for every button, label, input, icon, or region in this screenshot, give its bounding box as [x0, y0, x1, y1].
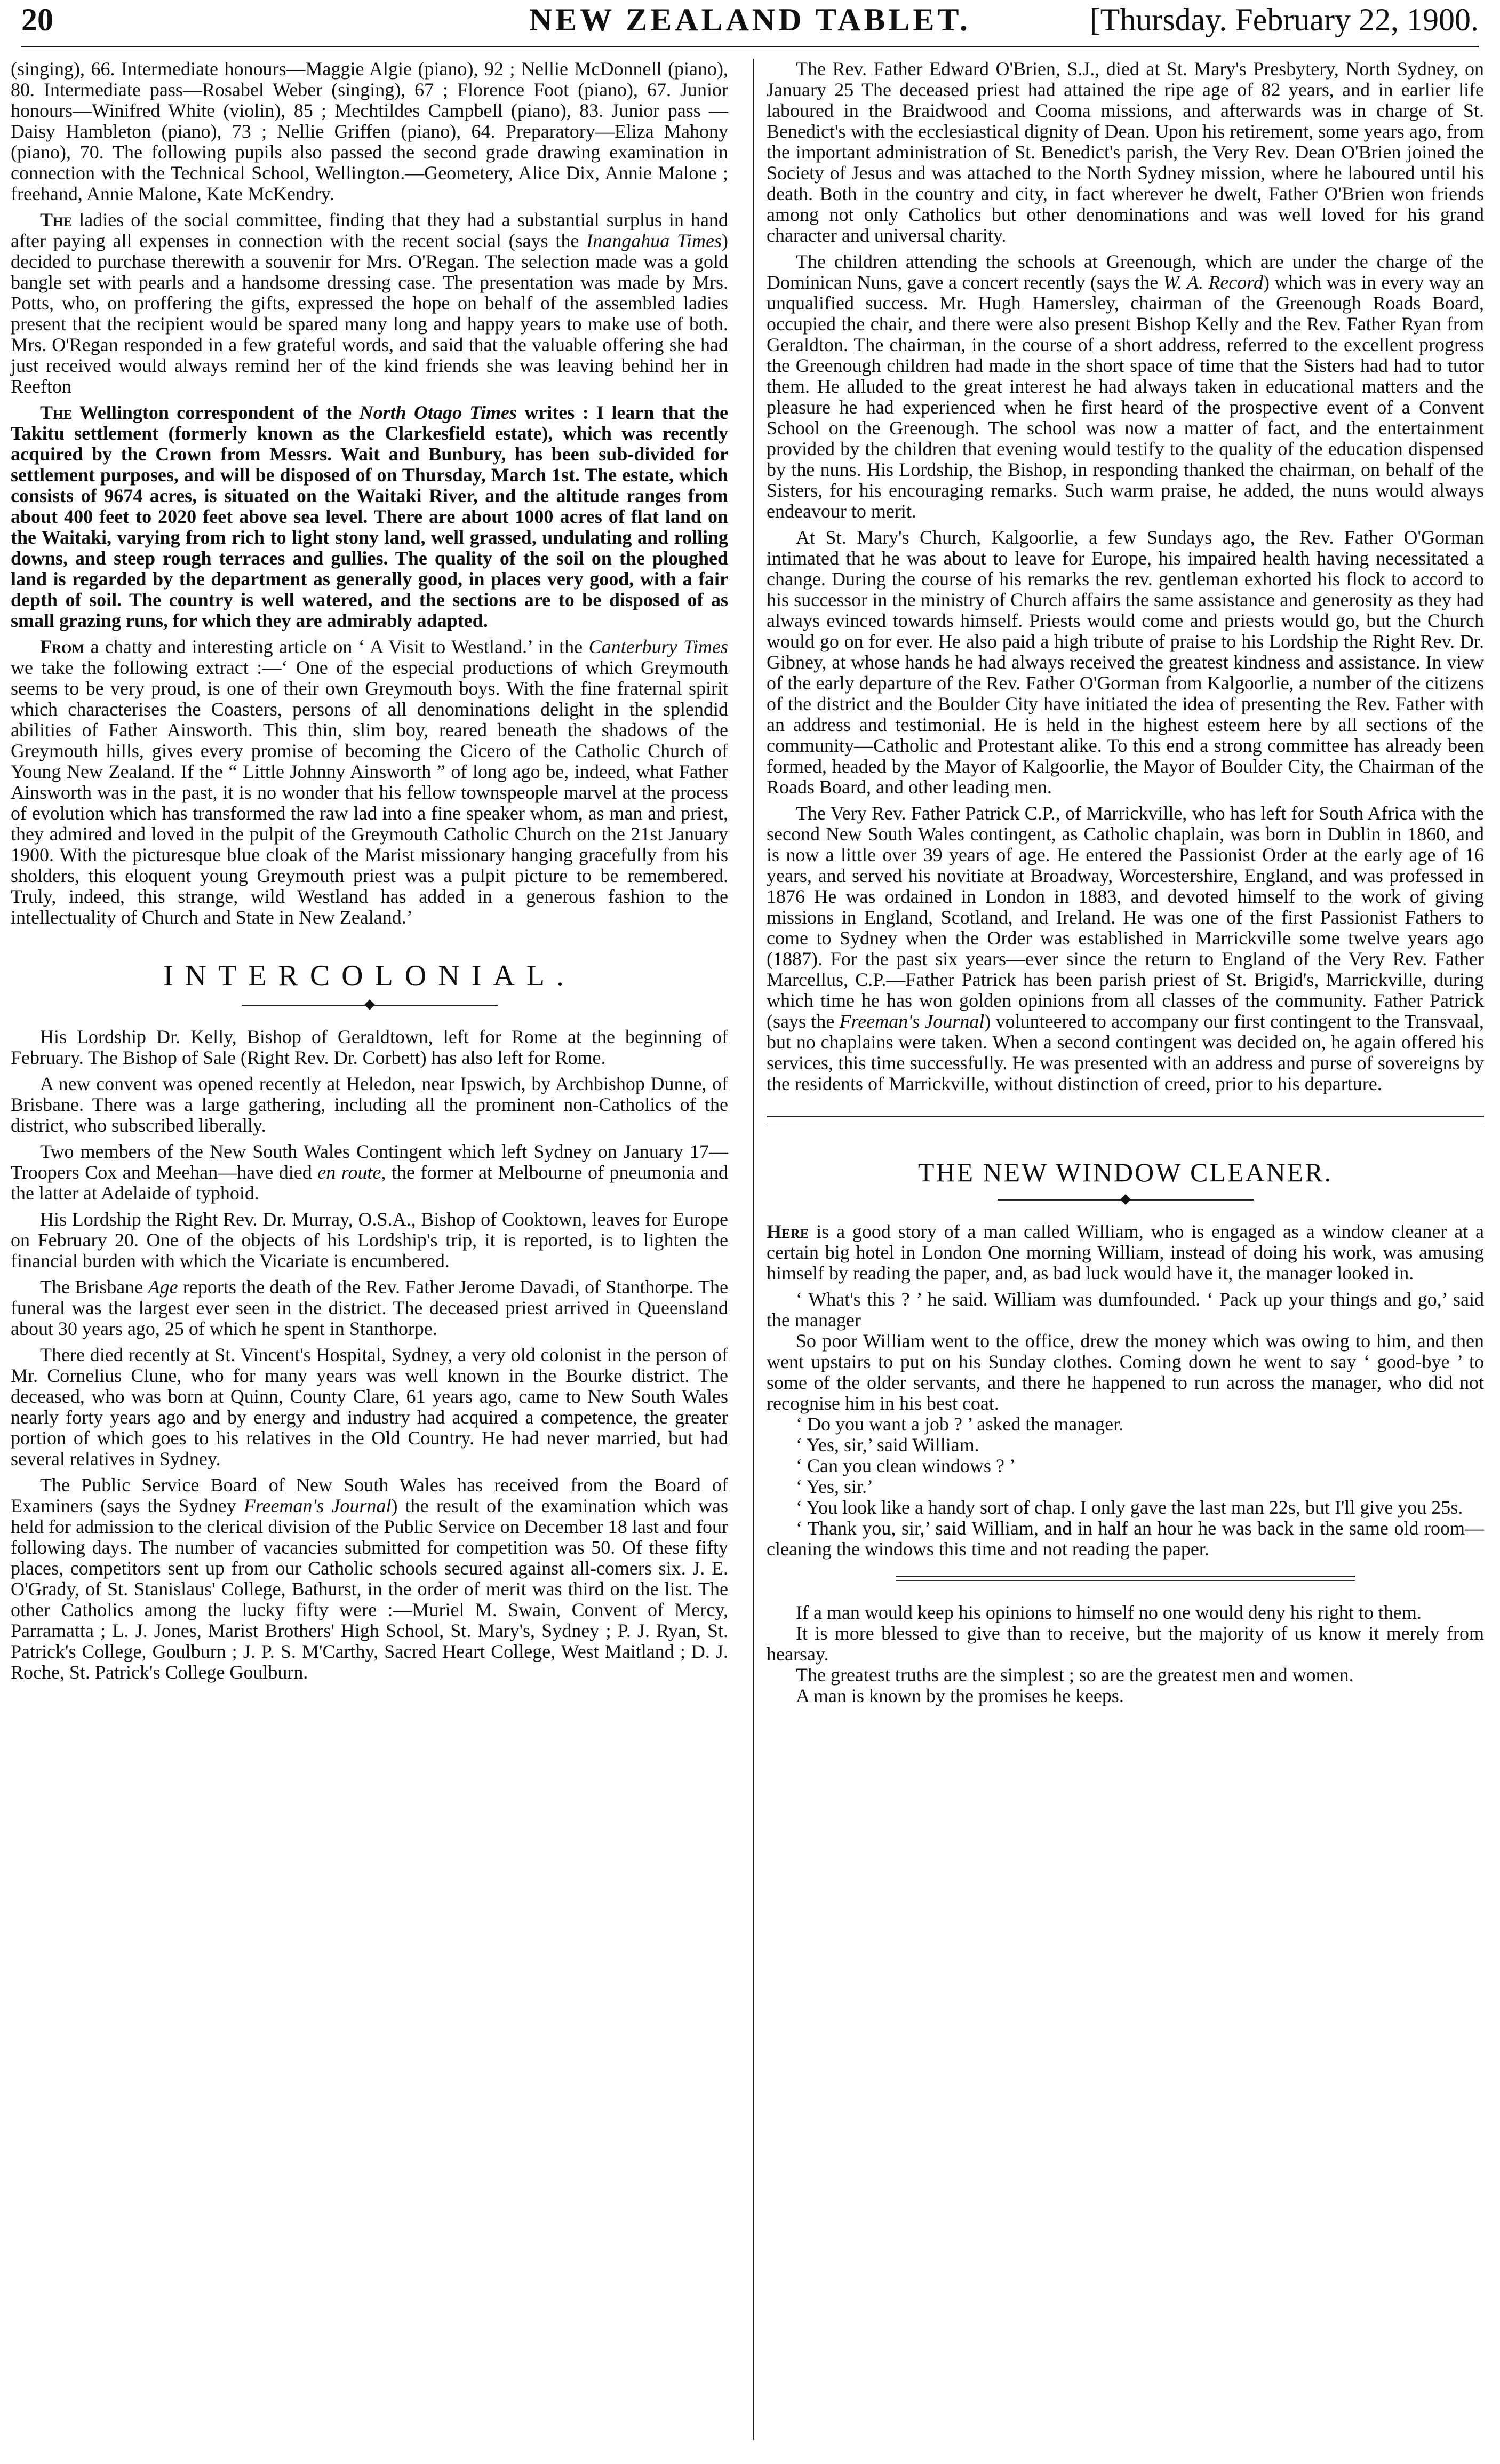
masthead-rule — [21, 46, 1479, 47]
story-paragraph: So poor William went to the office, drew the money which was owing to him, and then went upstairs to put on his Sunday clothes. Coming down he went to say ‘ good-bye ’ to some of the older servants, and there he happened to run across the manager, who did not recognise him in his best coat. — [767, 1330, 1484, 1414]
intercolonial-item: His Lordship Dr. Kelly, Bishop of Geraldtown, left for Rome at the beginning of February. The Bishop of Sale (Right Rev. Dr. Corbett) has also left for Rome. — [11, 1026, 728, 1068]
maxim: A man is known by the promises he keeps. — [796, 1685, 1124, 1706]
intercolonial-item: Two members of the New South Wales Contingent which left Sydney on January 17—Troopers Cox and Meehan—have died en route, the former at Melbourne of pneumonia and the latter at Adelaide of typhoid. — [11, 1141, 728, 1204]
intercolonial-item: A new convent was opened recently at Heledon, near Ipswich, by Archbishop Dunne, of Brisbane. There was a large gathering, including all the prominent non-Catholics of the district, who subscribed liberally. — [11, 1073, 728, 1136]
intercolonial-item: The Public Service Board of New South Wales has received from the Board of Examiners (says the Sydney Freeman's Journal) the result of the examination which was held for admission to the clerical division of the Public Service on December 18 last and four following days. The number of vacancies submitted for competition was 50. Of these fifty places, competitors sent up from our Catholic schools secured against all-comers six. J. E. O'Grady, of St. Stanislaus' College, Bathurst, in the order of merit was third on the list. The other Catholics among the lucky fifty were :—Muriel M. Swain, Convent of Mercy, Parramatta ; L. J. Jones, Marist Brothers' High School, St. Mary's, Sydney ; P. J. Ryan, St. Patrick's College, Goulburn ; J. P. S. M'Carthy, Sacred Heart College, West Maitland ; D. J. Roche, St. Patrick's College Goulburn. — [11, 1474, 728, 1683]
right-column — [767, 59, 1484, 1706]
page-number: 20 — [21, 2, 53, 37]
story-dialogue: ‘ Thank you, sir,’ said William, and in half an hour he was back in the same old room—cleaning the windows this time and not reading the paper. — [767, 1517, 1484, 1560]
newspaper-title: NEW ZEALAND TABLET. — [529, 2, 971, 37]
westland-article-paragraph: From a chatty and interesting article on ‘ A Visit to Westland.’ in the Canterbury Times we take the following extract :—‘ One of the especial productions of which Greymouth seems to be very proud, is one of their own Greymouth boys. With the fine fraternal spirit which characterises the Coasters, persons of all denominations delight in the splendid abilities of Father Ainsworth. This thin, slim boy, reared beneath the shadows of the Greymouth hills, gives every promise of becoming the Cicero of the Catholic Church of Young New Zealand. If the “ Little Johnny Ainsworth ” of long ago be, indeed, what Father Ainsworth was in the past, it is no wonder that his fellow townspeople marvel at the process of evolution which has transformed the raw lad into a fine speaker whom, as man and priest, they admired and loved in the pulpit of the Greymouth Catholic Church on the 21st January 1900. With the picturesque blue cloak of the Marist missionary hanging gracefully from his sholders, this eloquent young Greymouth priest was a pulpit picture to be remembered. Truly, indeed, this strange, wild Westland has added in a generous fashion to the intellectuality of Church and State in New Zealand.’ — [11, 636, 729, 928]
issue-date: [Thursday. February 22, 1900. — [1089, 2, 1479, 37]
story-dialogue: ‘ Yes, sir.’ — [796, 1476, 874, 1497]
father-patrick-paragraph: The Very Rev. Father Patrick C.P., of Marrickville, who has left for South Africa with the second New South Wales contingent, as Catholic chaplain, was born in Dublin in 1860, and is now a little over 39 years of age. He entered the Passionist Order at the early age of 16 years, and served his novitiate at Broadway, Worcestershire, England, and was professed in 1876 He was ordained in London in 1883, and devoted himself to the work of giving missions in England, Scotland, and Ireland. He was one of the first Passionist Fathers to come to Sydney when the Order was established in Marrickville some twelve years ago (1887). For the past six years—ever since the return to England of the Very Rev. Father Marcellus, C.P.—Father Patrick has been parish priest of St. Brigid's, Marrickville, during which time he has won golden opinions from all classes of the community. Father Patrick (says the Freeman's Journal) volunteered to accompany our first contingent to the Transvaal, but no chaplains were taken. When a second contingent was decided on, he again offered his services, this time successfully. He was presented with an address and purse of sovereigns by the residents of Marrickville, without distinction of creed, prior to his departure. — [767, 802, 1484, 1094]
separator-rule — [896, 1576, 1355, 1581]
obituary-paragraph: The Rev. Father Edward O'Brien, S.J., died at St. Mary's Presbytery, North Sydney, on January 25 The deceased priest had attained the ripe age of 82 years, and in earlier life laboured in the Braidwood and Cooma missions, and afterwards was in charge of St. Benedict's with the ecclesiastical dignity of Dean. Upon his retirement, some years ago, from the important administration of St. Benedict's parish, the Very Rev. Dean O'Brien joined the Society of Jesus and was attached to the North Sydney mission, where he laboured until his death. Both in the country and city, in fact wherever he dwelt, Father O'Brien won friends among not only Catholics but other denominations and was well loved for his grand character and universal charity. — [767, 58, 1484, 246]
section-rule — [767, 1116, 1484, 1123]
greenough-concert-paragraph: The children attending the schools at Greenough, which are under the charge of the Dominican Nuns, gave a concert recently (says the W. A. Record) which was in every way an unqualified success. Mr. Hugh Hamersley, chairman of the Greenough Roads Board, occupied the chair, and there were also present Bishop Kelly and the Rev. Father Ryan from Geraldton. The chairman, in the course of a short address, referred to the excellent progress the Greenough children had made in the short space of time that the Sisters had had to tutor them. He alluded to the great interest he had always taken in educational matters and the pleasure he had experienced when he first heard of the prospective event of a Convent School on the Greenough. The school was now a matter of fact, and the entertainment provided by the children that evening would testify to the quality of the education dispensed by the nuns. His Lordship, the Bishop, in responding thanked the chairman, on behalf of the Sisters, for his encouraging remarks. Such warm praise, he added, the nuns would always endeavour to merit. — [767, 251, 1484, 522]
maxim: The greatest truths are the simplest ; so are the greatest men and women. — [796, 1664, 1354, 1686]
maxim: It is more blessed to give than to receive, but the majority of us know it merely from hearsay. — [767, 1623, 1484, 1665]
masthead — [21, 0, 1479, 53]
heading-ornament — [242, 1000, 498, 1011]
social-committee-paragraph: The ladies of the social committee, finding that they had a substantial surplus in hand after paying all expenses in connection with the recent social (says the Inangahua Times) decided to purchase therewith a souvenir for Mrs. O'Regan. The selection made was a gold bangle set with pearls and a handsome dressing case. The presentation was made by Mrs. Potts, who, on proffering the gifts, expressed the hope on behalf of the assembled ladies present that the recipient would be spared many long and happy years to make use of both. Mrs. O'Regan responded in a few grateful words, and said that the valuable offering she had just received would always remind her of the kind friends she was leaving behind her in Reefton — [11, 209, 729, 397]
window-cleaner-heading: THE NEW WINDOW CLEANER. — [917, 1157, 1333, 1187]
story-dialogue: ‘ Yes, sir,’ said William. — [796, 1434, 979, 1456]
music-exam-results: (singing), 66. Intermediate honours—Maggie Algie (piano), 92 ; Nellie McDonnell (piano), 80. Intermediate pass—Rosabel Weber (singing), 67 ; Florence Foot (piano), 67. Junior honours—Winifred White (violin), 85 ; Mechtildes Campbell (piano), 83. Junior pass —Daisy Hambleton (piano), 73 ; Nellie Griffen (piano), 64. Preparatory—Eliza Mahony (piano), 70. The following pupils also passed the second grade drawing examination in connection with the Technical School, Wellington.—Geometery, Alice Dix, Annie Malone ; freehand, Annie Malone, Kate McKendry. — [11, 58, 728, 204]
story-dialogue: ‘ What's this ? ’ he said. William was dumfounded. ‘ Pack up your things and go,’ said the manager — [767, 1289, 1484, 1331]
left-column — [11, 59, 728, 1688]
column-divider — [753, 59, 754, 2440]
maxim: If a man would keep his opinions to himself no one would deny his right to them. — [796, 1602, 1422, 1623]
heading-ornament — [998, 1195, 1254, 1205]
story-paragraph: Here is a good story of a man called William, who is engaged as a window cleaner at a certain big hotel in London One morning William, instead of doing his work, was amusing himself by reading the paper, and, as bad luck would have it, the manager looked in. — [767, 1221, 1484, 1284]
story-dialogue: ‘ Can you clean windows ? ’ — [796, 1455, 1016, 1476]
intercolonial-heading: INTERCOLONIAL. — [163, 959, 576, 992]
intercolonial-item: His Lordship the Right Rev. Dr. Murray, O.S.A., Bishop of Cooktown, leaves for Europe on February 20. One of the objects of his Lordship's trip, it is reported, is to lighten the financial burden with which the Vicariate is encumbered. — [11, 1209, 728, 1271]
intercolonial-item: The Brisbane Age reports the death of the Rev. Father Jerome Davadi, of Stanthorpe. The funeral was the largest ever seen in the district. The deceased priest arrived in Queensland about 30 years ago, 25 of which he spent in Stanthorpe. — [11, 1276, 729, 1339]
story-dialogue: ‘ You look like a handy sort of chap. I only gave the last man 22s, but I'll give you 25s. — [796, 1497, 1463, 1518]
takitu-settlement-paragraph: The Wellington correspondent of the North Otago Times writes : I learn that the Takitu settlement (formerly known as the Clarkesfield estate), which was recently acquired by the Crown from Messrs. Wait and Bunbury, has been sub-divided for settlement purposes, and will be disposed of on Thursday, March 1st. The estate, which consists of 9674 acres, is situated on the Waitaki River, and the altitude ranges from about 400 feet to 2020 feet above sea level. There are about 1000 acres of flat land on the Waitaki, varying from rich to light stony land, well grassed, undulating and rolling downs, and steep rough terraces and gullies. The quality of the soil on the ploughed land is regarded by the department as generally good, in places very good, with a fair depth of soil. The country is well watered, and the sections are to be disposed of as small grazing runs, for which they are admirably adapted. — [11, 402, 728, 631]
intercolonial-item: There died recently at St. Vincent's Hospital, Sydney, a very old colonist in the person of Mr. Cornelius Clune, who for many years was well known in the Bourke district. The deceased, who was born at Quinn, County Clare, 61 years ago, came to New South Wales nearly forty years ago and by energy and industry had acquired a competence, the greater portion of which goes to his relatives in the Old Country. He had never married, but had several relatives in Sydney. — [11, 1344, 728, 1469]
kalgoorlie-paragraph: At St. Mary's Church, Kalgoorlie, a few Sundays ago, the Rev. Father O'Gorman intimated that he was about to leave for Europe, his impaired health having necessitated a change. During the course of his remarks the rev. gentleman exhorted his flock to accord to his successor in the ministry of Church affairs the same assistance and generosity as they had always evinced towards himself. Priests would come and priests would go, but the Church would go on for ever. He also paid a high tribute of praise to his Lordship the Right Rev. Dr. Gibney, at whose hands he had always received the greatest kindness and assistance. In view of the early departure of the Rev. Father O'Gorman from Kalgoorlie, a number of the citizens of the district and the Boulder City have initiated the idea of presenting the Rev. Father with an address and testimonial. He is held in the highest esteem here by all sections of the community—Catholic and Protestant alike. To this end a strong committee has already been formed, headed by the Mayor of Kalgoorlie, the Mayor of Boulder City, the Chairman of the Roads Board, and other leading men. — [767, 527, 1484, 798]
story-dialogue: ‘ Do you want a job ? ’ asked the manager. — [796, 1413, 1124, 1435]
